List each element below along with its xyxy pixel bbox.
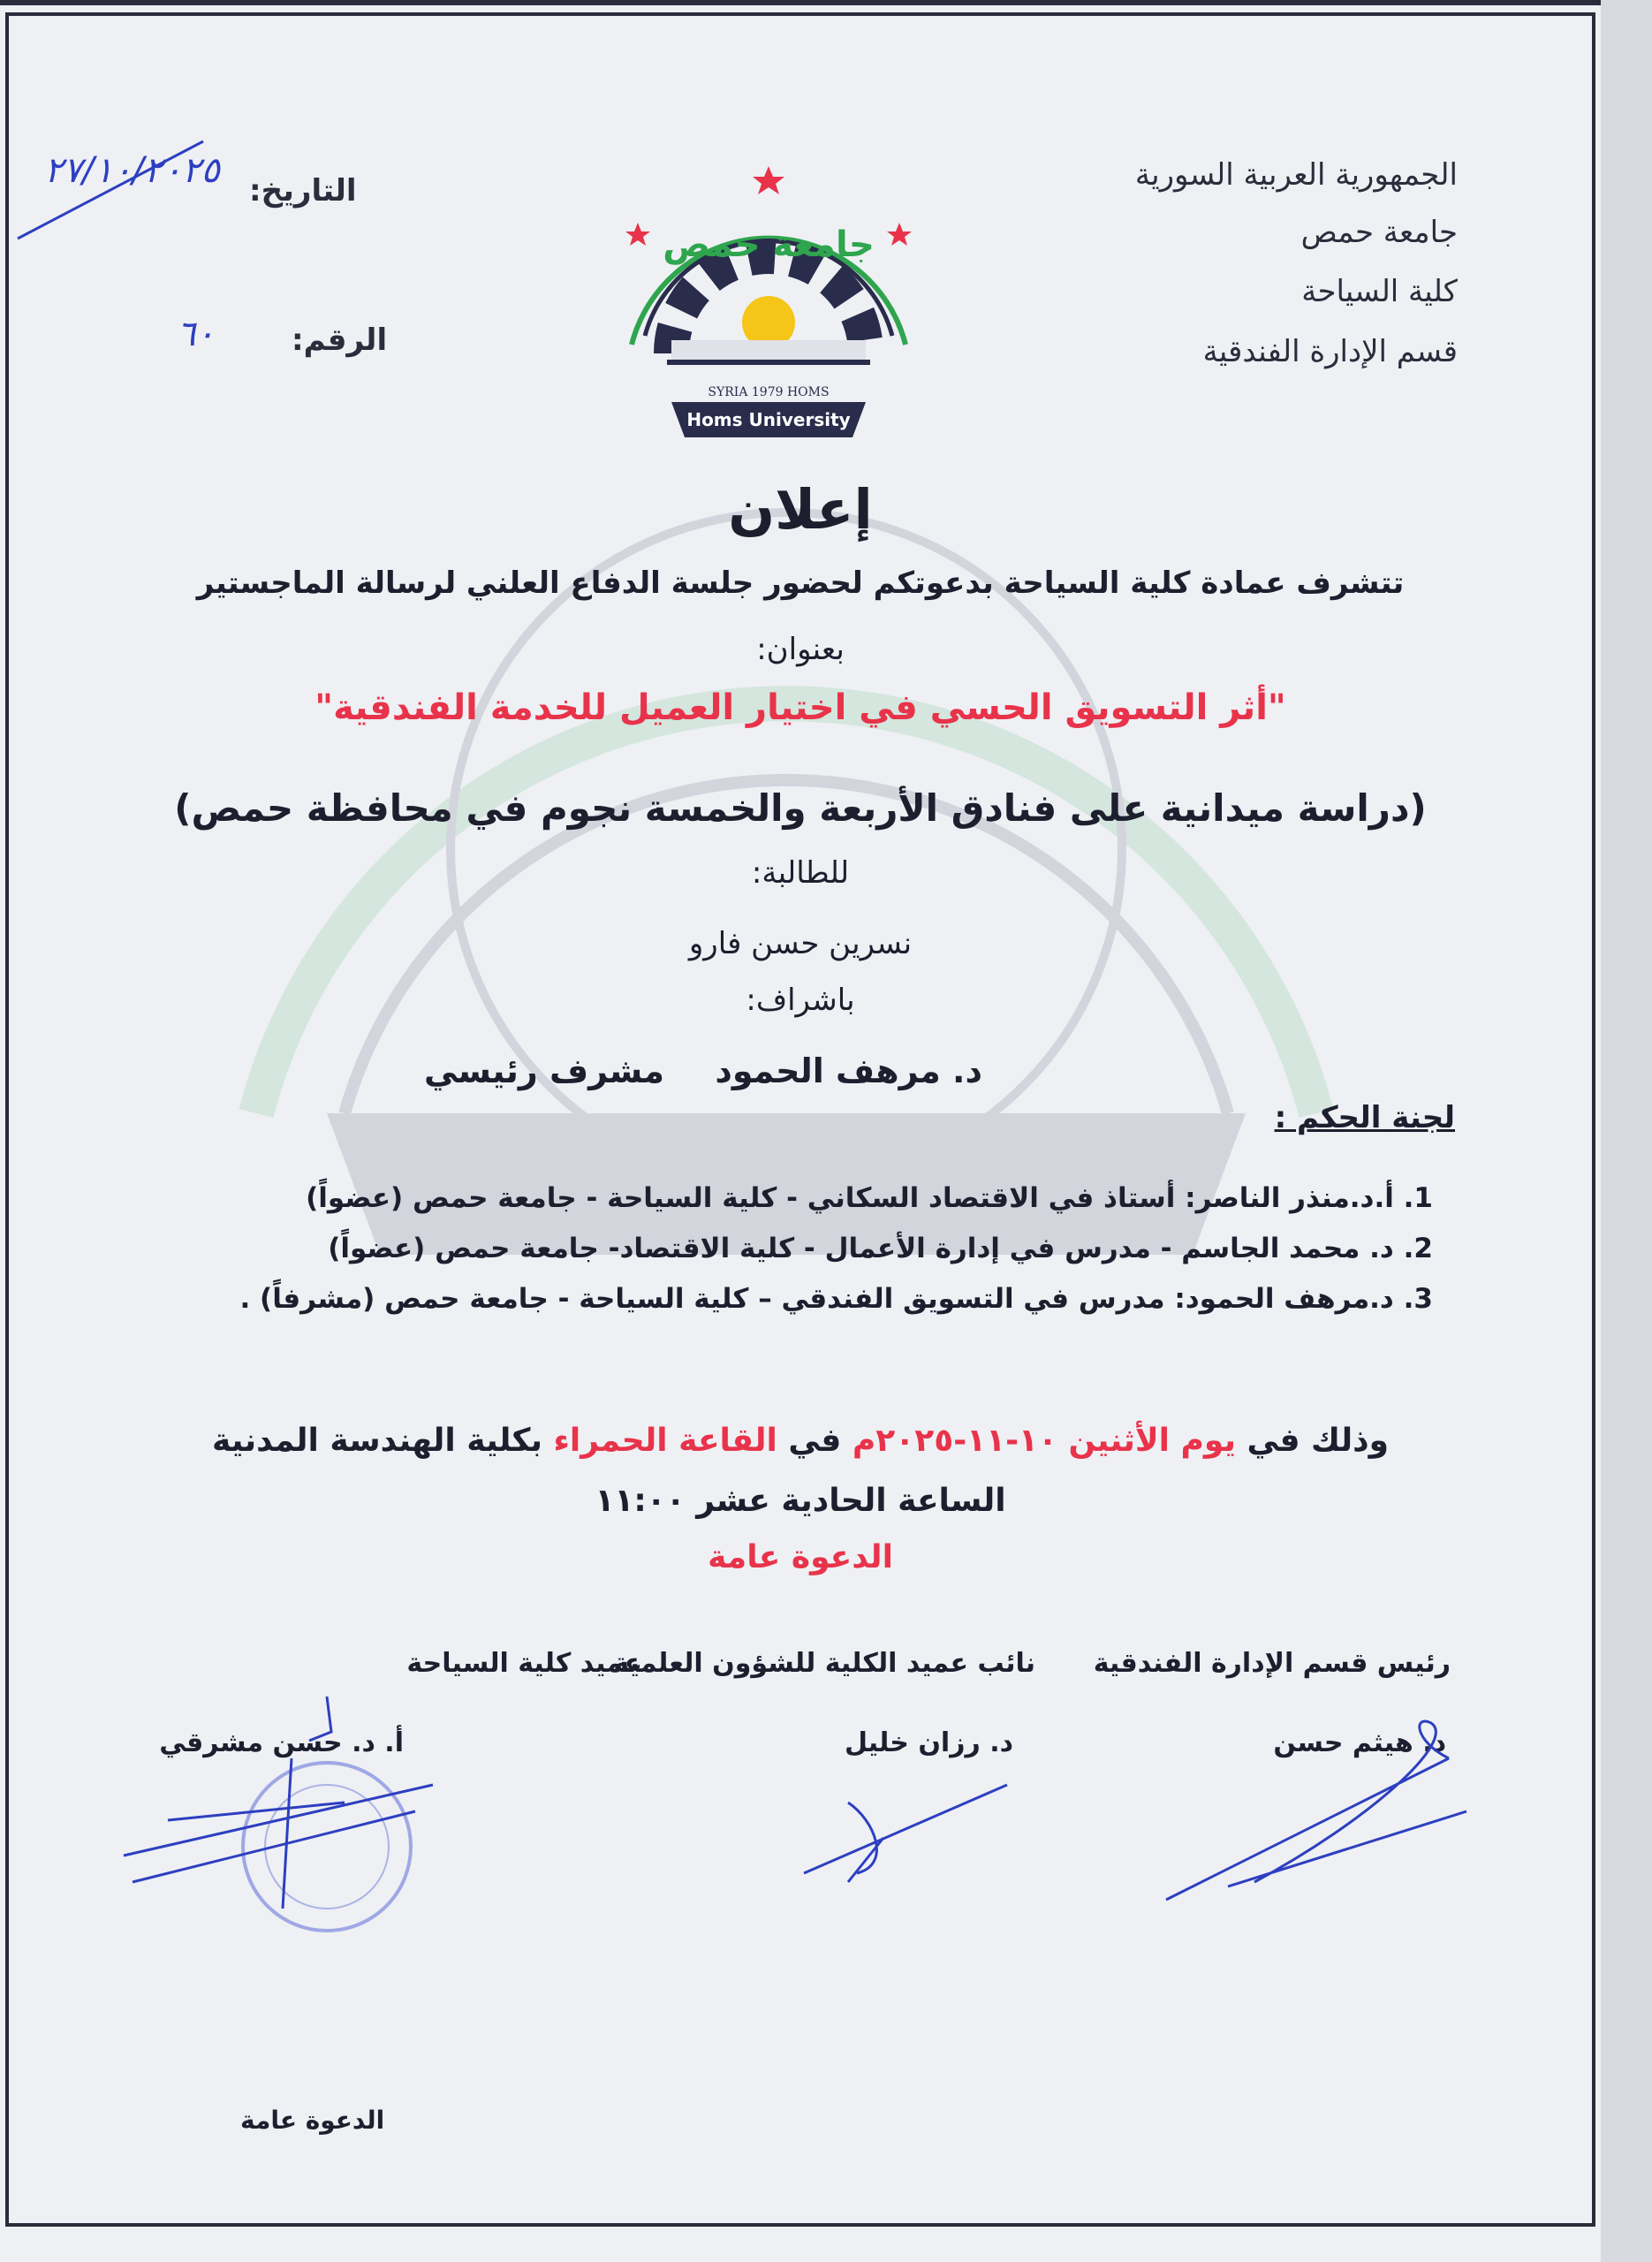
signatory-title: عميد كلية السياحة — [406, 1648, 642, 1679]
committee-member: 1. أ.د.منذر الناصر: أستاذ في الاقتصاد السكاني - كلية السياحة - جامعة حمص (عضواً) — [306, 1182, 1433, 1214]
header-line-university: جامعة حمص — [1300, 215, 1458, 250]
committee-member: 2. د. محمد الجاسم - مدرس في إدارة الأعمال - كلية الاقتصاد- جامعة حمص (عضواً) — [328, 1233, 1433, 1264]
signatory-title: رئيس قسم الإدارة الفندقية — [1093, 1648, 1451, 1679]
logo-band-text: Homs University — [686, 409, 851, 430]
subject-label: بعنوان: — [756, 632, 845, 667]
event-mid: في — [777, 1423, 853, 1459]
signature-vice-dean — [795, 1767, 1025, 1900]
signature-head-of-department — [1148, 1705, 1475, 1909]
thesis-title: "أثر التسويق الحسي في اختيار العميل للخدمة الفندقية" — [314, 687, 1286, 728]
committee-label: لجنة الحكم : — [1274, 1100, 1455, 1135]
thesis-subtitle: (دراسة ميدانية على فنادق الأربعة والخمسة نجوم في محافظة حمص) — [174, 786, 1427, 830]
student-label: للطالبة: — [751, 855, 850, 891]
number-label: الرقم: — [292, 323, 388, 358]
announcement-title: إعلان — [728, 477, 873, 542]
header-line-country: الجمهورية العربية السورية — [1134, 157, 1458, 193]
student-name: نسرين حسن فارو — [688, 926, 913, 961]
event-day: يوم الأثنين ١٠-١١-٢٠٢٥م — [852, 1423, 1236, 1459]
committee-member: 3. د.مرهف الحمود: مدرس في التسويق الفندقي – كلية السياحة - جامعة حمص (مشرفاً) . — [239, 1283, 1433, 1315]
header-line-department: قسم الإدارة الفندقية — [1202, 334, 1458, 369]
signatory-name: د. هيثم حسن — [1273, 1727, 1446, 1758]
date-label: التاريخ: — [249, 173, 357, 209]
date-slash-stroke — [9, 133, 221, 247]
signatory-name: د. رزان خليل — [844, 1727, 1013, 1758]
logo-inner-text: SYRIA 1979 HOMS — [708, 385, 830, 399]
event-details — [0, 1423, 1601, 1459]
supervision-label: باشراف: — [746, 983, 855, 1018]
signatory-title: نائب عميد الكلية للشؤون العلمية — [613, 1648, 1035, 1679]
faculty-stamp — [115, 1679, 486, 1944]
supervisor-role: مشرف رئيسي — [424, 1051, 664, 1090]
invitation-intro: تتشرف عمادة كلية السياحة بدعوتكم لحضور جلسة الدفاع العلني لرسالة الماجستير — [196, 566, 1405, 601]
footer-note: الدعوة عامة — [240, 2106, 385, 2135]
event-hall: القاعة الحمراء — [553, 1423, 777, 1459]
homs-university-logo — [592, 159, 945, 459]
public-invitation: الدعوة عامة — [708, 1539, 893, 1575]
event-time: الساعة الحادية عشر ١١:٠٠ — [595, 1483, 1006, 1519]
header-line-faculty: كلية السياحة — [1301, 274, 1458, 309]
top-border — [0, 0, 1601, 5]
event-prefix: وذلك في — [1236, 1423, 1389, 1459]
number-value: ٦٠ — [177, 314, 215, 354]
signatory-name: أ. د. حسن مشرقي — [159, 1727, 404, 1758]
date-value: ٢٧/١٠/٢٠٢٥ — [44, 150, 220, 191]
event-suffix: بكلية الهندسة المدنية — [212, 1423, 554, 1459]
supervisor-name: د. مرهف الحمود — [715, 1051, 982, 1090]
logo-arabic-text: جامعة حمص — [663, 224, 875, 265]
